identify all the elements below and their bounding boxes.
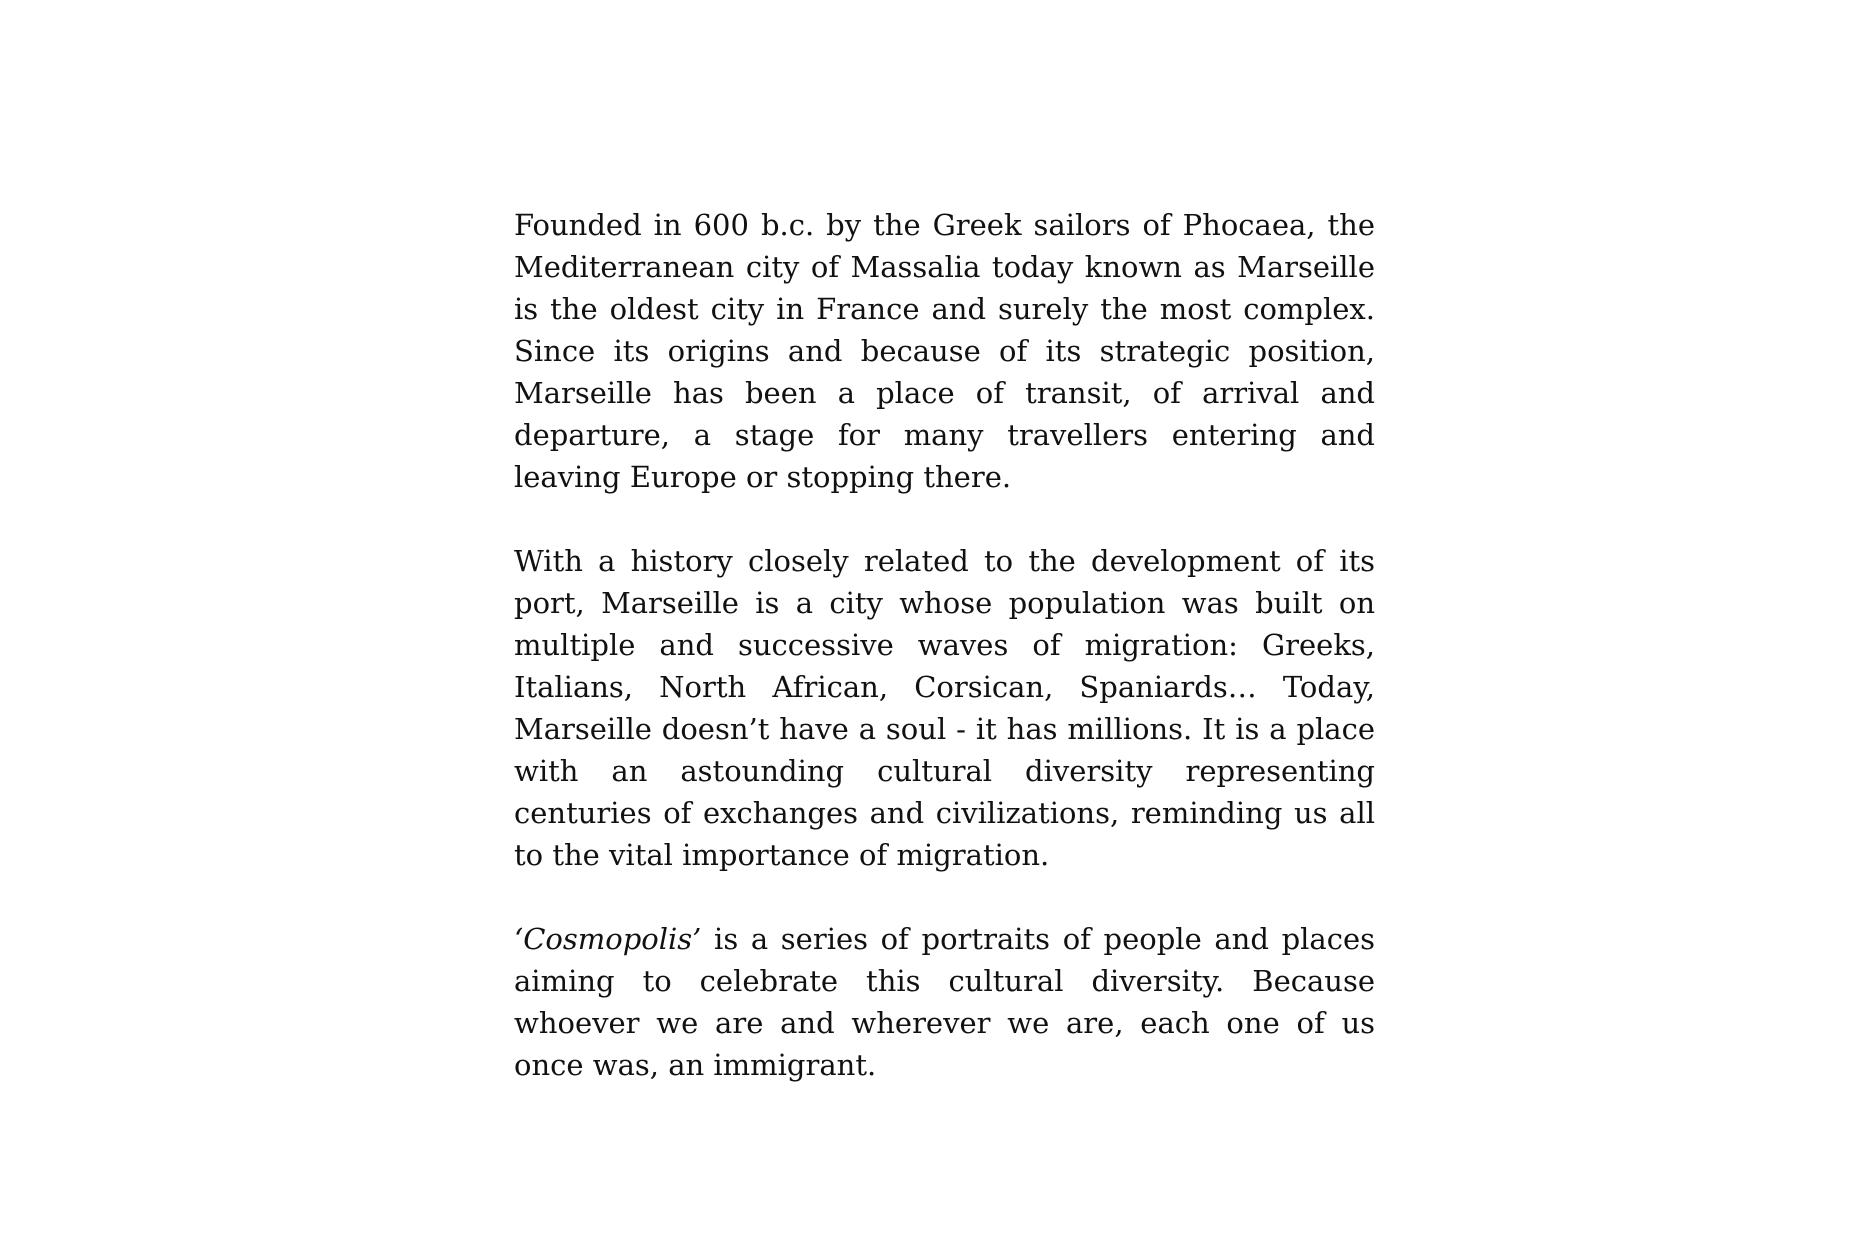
series-title: ‘Cosmopolis’ <box>514 922 702 956</box>
text-column <box>514 204 1375 1086</box>
paragraph-series <box>514 918 1375 1086</box>
series-description: is a series of portraits of people and places aiming to celebrate this cultural diversity. Because whoever we are and wherever we are, each one of us once was, an immigrant. <box>514 922 1375 1082</box>
paragraph-history: Founded in 600 b.c. by the Greek sailors of Phocaea, the Mediterranean city of Massalia today known as Marseille is the oldest city in France and surely the most complex. Since its origins and because of its strategic position, Marseille has been a place of transit, of arrival and departure, a stage for many travellers entering and leaving Europe or stopping there. <box>514 208 1375 494</box>
paragraph-migration: With a history closely related to the development of its port, Marseille is a city whose population was built on multiple and successive waves of migration: Greeks, Italians, North African, Corsican, Spaniards… Today, Marseille doesn’t have a soul - it has millions. It is a place with an astounding cultural diversity representing centuries of exchanges and civilizations, reminding us all to the vital importance of migration. <box>514 544 1375 872</box>
